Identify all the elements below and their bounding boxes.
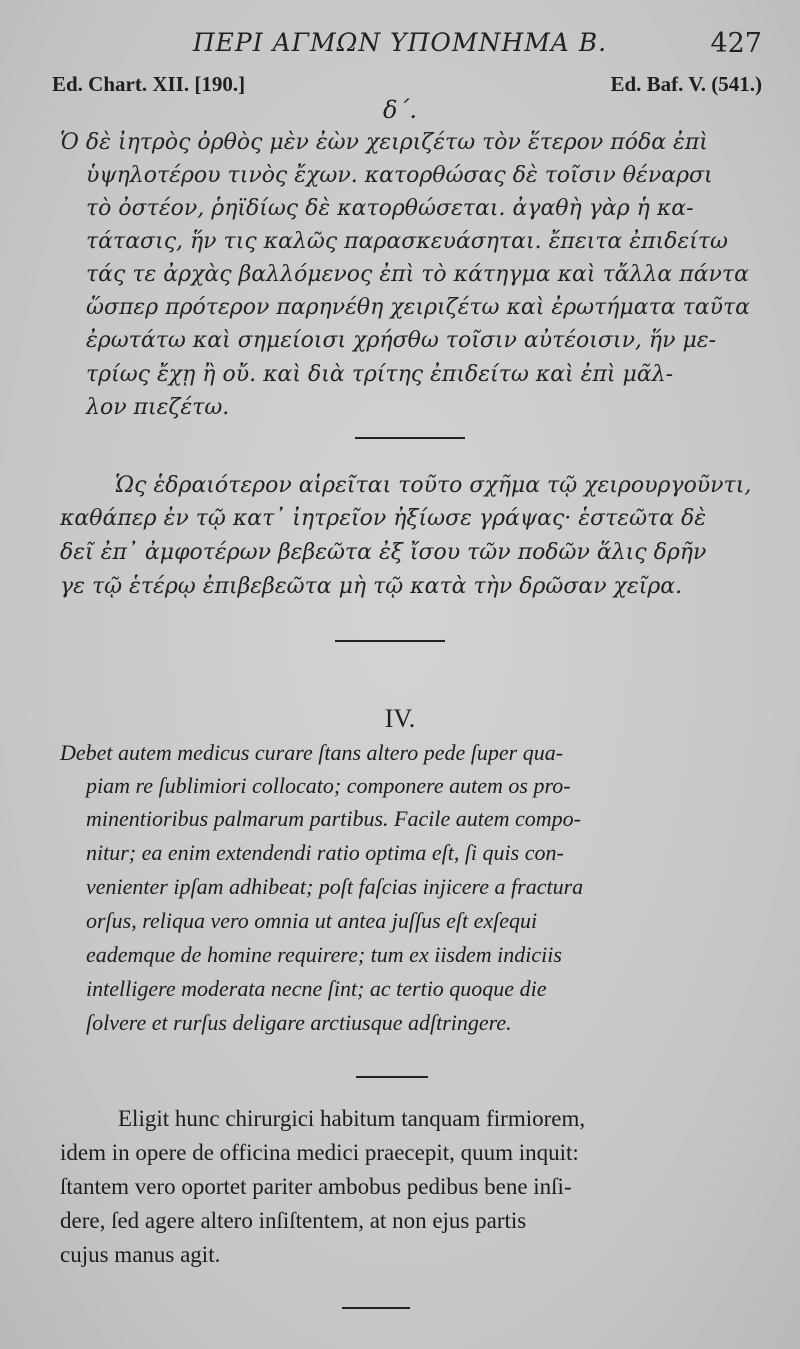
latin-text-line: ſolvere et rurſus deligare arctiusque adſtringere. xyxy=(86,1010,512,1035)
latin-commentary-line: cujus manus agit. xyxy=(60,1242,221,1267)
latin-commentary-line: ſtantem vero oportet pariter ambobus pedibus bene inſi- xyxy=(60,1174,572,1199)
greek-text-line: ὥσπερ πρότερον παρηνέθη χειριζέτω καὶ ἐρωτήματα ταῦτα xyxy=(86,295,751,320)
latin-text-line: piam re ſublimiori collocato; componere autem os pro- xyxy=(86,773,571,798)
latin-commentary-line: dere, ſed agere altero inſiſtentem, at non ejus partis xyxy=(60,1208,527,1233)
latin-text-line: intelligere moderata necne ſint; ac tertio quoque die xyxy=(86,976,547,1001)
latin-text-line: venienter ipſam adhibeat; poſt faſcias injicere a fractura xyxy=(86,874,584,899)
greek-text-line: Ὁ δὲ ἰητρὸς ὀρθὸς μὲν ἐὼν χειριζέτω τὸν ἕτερον πόδα ἐπὶ xyxy=(60,130,708,155)
greek-text-line: ἐρωτάτω καὶ σημείοισι χρήσθω τοῖσιν αὐτέοισιν, ἥν με- xyxy=(86,328,717,353)
greek-text-line: τρίως ἔχῃ ἢ οὔ. καὶ διὰ τρίτης ἐπιδείτω καὶ ἐπὶ μᾶλ- xyxy=(86,362,674,387)
edition-reference-left: Ed. Chart. XII. [190.] xyxy=(52,72,246,96)
greek-text-line: ὑψηλοτέρου τινὸς ἔχων. κατορθώσας δὲ τοῖσιν θέναρσι xyxy=(86,163,713,188)
greek-text-line: τάτασις, ἥν τις καλῶς παρασκευάσηται. ἔπειτα ἐπιδείτω xyxy=(86,229,728,254)
latin-commentary-line: Eligit hunc chirurgici habitum tanquam firmiorem, xyxy=(118,1106,586,1131)
page-number: 427 xyxy=(710,28,762,59)
greek-commentary-line: γε τῷ ἑτέρῳ ἐπιβεβεῶτα μὴ τῷ κατὰ τὴν δρῶσαν χεῖρα. xyxy=(60,574,683,599)
separator-rule xyxy=(356,1076,428,1078)
separator-rule xyxy=(342,1307,410,1309)
greek-section-mark: δ΄. xyxy=(382,96,418,124)
greek-text-line: τάς τε ἀρχὰς βαλλόμενος ἐπὶ τὸ κάτηγμα καὶ τἄλλα πάντα xyxy=(86,262,749,287)
separator-rule xyxy=(355,437,465,439)
section-number: IV. xyxy=(384,704,416,733)
greek-commentary-line: δεῖ ἐπ᾽ ἀμφοτέρων βεβεῶτα ἐξ ἴσου τῶν ποδῶν ἅλις δρῆν xyxy=(60,540,707,565)
latin-text-line: nitur; ea enim extendendi ratio optima eſt, ſi quis con- xyxy=(86,840,564,865)
latin-text-line: orſus, reliqua vero omnia ut antea juſſus eſt exſequi xyxy=(86,908,538,933)
latin-commentary-line: idem in opere de officina medici praecepit, quum inquit: xyxy=(60,1140,579,1165)
running-title: ΠΕΡΙ ΑΓΜΩΝ ΥΠΟΜΝΗΜΑ Β. xyxy=(192,28,608,57)
greek-text-line: τὸ ὀστέον, ῥηϊδίως δὲ κατορθώσεται. ἀγαθὴ γὰρ ἡ κα- xyxy=(86,196,694,221)
latin-text-line: eademque de homine requirere; tum ex iisdem indiciis xyxy=(86,942,562,967)
greek-text-line: λον πιεζέτω. xyxy=(86,395,230,420)
separator-rule xyxy=(335,640,445,642)
latin-text-line: minentioribus palmarum partibus. Facile autem compo- xyxy=(86,806,581,831)
latin-text-line: Debet autem medicus curare ſtans altero pede ſuper qua- xyxy=(60,740,564,765)
greek-commentary-line: Ὡς ἑδραιότερον αἱρεῖται τοῦτο σχῆμα τῷ χειρουργοῦντι, xyxy=(115,473,752,498)
greek-commentary-line: καθάπερ ἐν τῷ κατ᾽ ἰητρεῖον ἠξίωσε γράψας· ἑστεῶτα δὲ xyxy=(60,506,707,531)
edition-reference-right: Ed. Baf. V. (541.) xyxy=(610,72,762,96)
